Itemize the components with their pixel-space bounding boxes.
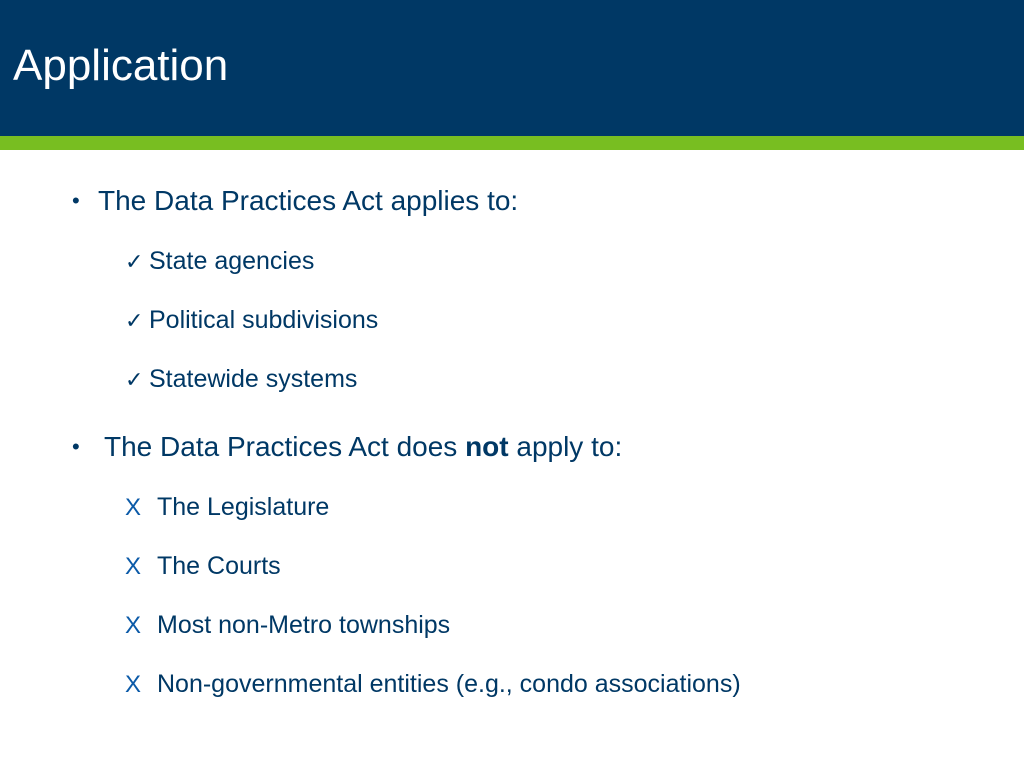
applies-item <box>125 245 314 278</box>
not-applies-item <box>125 668 741 701</box>
applies-item-label: State agencies <box>149 247 315 275</box>
bullet-dot-icon: • <box>72 188 80 213</box>
not-applies-item-label: Most non-Metro townships <box>157 611 451 639</box>
applies-item-label: Statewide systems <box>149 365 358 393</box>
not-applies-item <box>125 491 329 524</box>
applies-item <box>125 363 357 396</box>
x-mark-icon: X <box>125 671 142 698</box>
checkmark-icon: ✓ <box>125 367 144 392</box>
x-mark-icon: X <box>125 553 142 580</box>
not-applies-item <box>125 550 281 583</box>
bullet-dot-icon: • <box>72 434 80 459</box>
slide-title: Application <box>13 41 229 90</box>
x-mark-icon: X <box>125 494 142 521</box>
not-applies-lead-after: apply to: <box>508 431 623 462</box>
not-applies-item <box>125 609 450 642</box>
not-applies-lead-bold: not <box>465 431 509 462</box>
not-applies-item-label: The Legislature <box>157 493 330 521</box>
bullet-not-applies <box>72 429 622 465</box>
applies-lead-text: The Data Practices Act applies to: <box>98 185 519 216</box>
applies-item <box>125 304 378 337</box>
x-mark-icon: X <box>125 612 142 639</box>
not-applies-item-label: The Courts <box>157 552 281 580</box>
bullet-applies <box>72 183 518 219</box>
not-applies-lead-before: The Data Practices Act does <box>104 431 466 462</box>
not-applies-lead-text <box>104 431 622 462</box>
applies-item-label: Political subdivisions <box>149 306 379 334</box>
checkmark-icon: ✓ <box>125 308 144 333</box>
checkmark-icon: ✓ <box>125 249 144 274</box>
not-applies-item-label: Non-governmental entities (e.g., condo associations) <box>157 670 741 698</box>
